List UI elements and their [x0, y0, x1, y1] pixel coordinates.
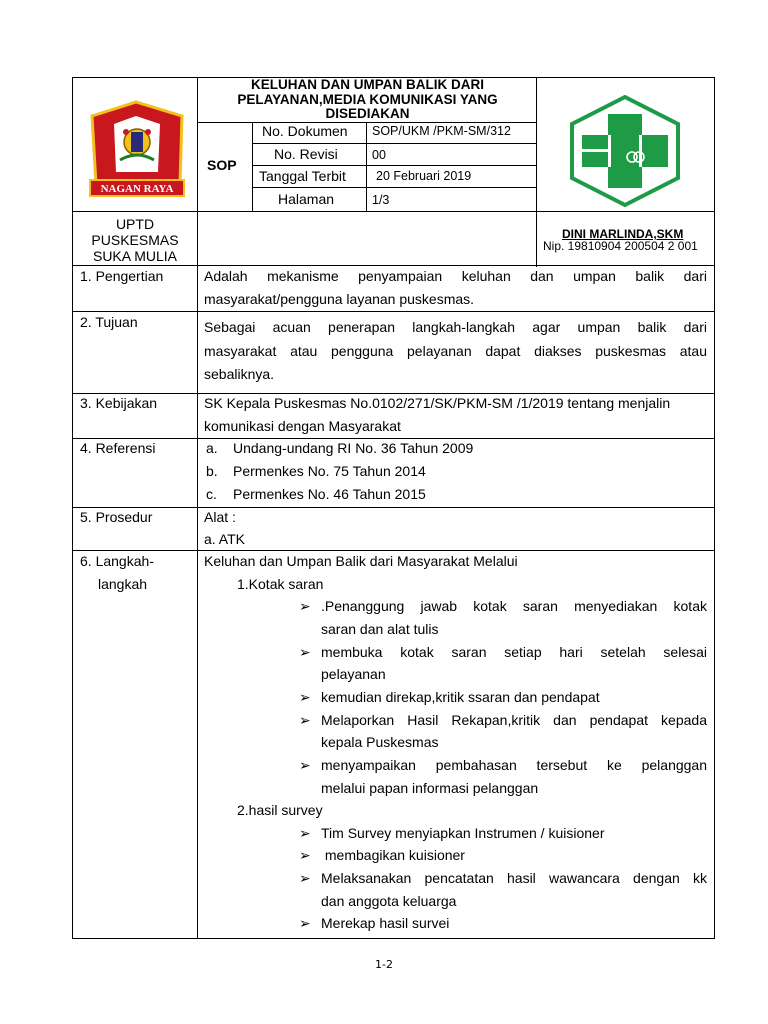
survey-step-2-line-1: membagikan kuisioner [321, 847, 465, 863]
section-label-referensi: 4. Referensi [80, 440, 156, 456]
sop-label: SOP [207, 157, 237, 173]
row-line-referensi [72, 507, 715, 508]
nagan-raya-emblem-icon [84, 98, 190, 200]
row-line-kebijakan [72, 438, 715, 439]
survey-step-1-line-1: Tim Survey menyiapkan Instrumen / kuisioner [321, 825, 605, 841]
field-label-no-revisi: No. Revisi [274, 146, 338, 162]
field-label-no-dokumen: No. Dokumen [262, 123, 348, 139]
referensi-item-a: Undang-undang RI No. 36 Tahun 2009 [233, 440, 474, 456]
section-label-prosedur: 5. Prosedur [80, 509, 153, 525]
survey-step-4-line-1: Merekap hasil survei [321, 915, 450, 931]
kebijakan-line-2: komunikasi dengan Masyarakat [204, 418, 401, 434]
field-label-halaman: Halaman [278, 191, 335, 207]
table-border-right [714, 77, 715, 939]
referensi-item-c: Permenkes No. 46 Tahun 2015 [233, 486, 426, 502]
kotak-saran-step-1-line-1: .Penanggung jawab kotak saran menyediakan kotak [321, 598, 707, 614]
table-border-left [72, 77, 73, 939]
kotak-saran-step-4-line-1: Melaporkan Hasil Rekapan,kritik dan pendapat kepada [321, 712, 707, 728]
langkah-intro: Keluhan dan Umpan Balik dari Masyarakat Melalui [204, 553, 518, 569]
title-line-3: DISEDIAKAN [325, 106, 410, 121]
row-line-tujuan [72, 393, 715, 394]
section-label-kebijakan: 3. Kebijakan [80, 395, 158, 411]
org-row-bottom-line [72, 265, 715, 266]
bullet-marker: ➢ [299, 825, 311, 841]
referensi-marker-b: b. [206, 463, 218, 479]
field-value-tanggal-terbit: 20 Februari 2019 [376, 169, 472, 183]
kotak-saran-step-3-line-1: kemudian direkap,kritik ssaran dan pendapat [321, 689, 600, 705]
pengertian-line-1: Adalah mekanisme penyampaian keluhan dan umpan balik dari [204, 268, 707, 284]
field-row-line-1 [252, 143, 536, 144]
field-value-halaman: 1/3 [372, 193, 390, 207]
header-bottom-line [72, 211, 715, 212]
survey-step-3-line-1: Melaksanakan pencatatan hasil wawancara dengan kk [321, 870, 707, 886]
section-label-tujuan: 2. Tujuan [80, 314, 138, 330]
label-value-divider [366, 122, 367, 211]
section-label-langkah-2: langkah [98, 576, 148, 592]
puskesmas-logo [566, 95, 684, 207]
bullet-marker: ➢ [299, 870, 311, 886]
kotak-saran-step-5-line-1: menyampaikan pembahasan tersebut ke pelanggan [321, 757, 707, 773]
title-line-1: KELUHAN DAN UMPAN BALIK DARI [251, 77, 484, 92]
tujuan-line-2: masyarakat atau pengguna pelayanan dapat diakses puskesmas atau [204, 343, 707, 359]
table-border-bottom [72, 938, 715, 939]
bullet-marker: ➢ [299, 689, 311, 705]
kotak-saran-step-2-line-1: membuka kotak saran setiap hari setelah selesai [321, 644, 707, 660]
organization-name [73, 216, 197, 264]
bullet-marker: ➢ [299, 757, 311, 773]
bullet-marker: ➢ [299, 598, 311, 614]
signer-nip: Nip. 19810904 200504 2 001 [543, 239, 698, 253]
prosedur-line-1: Alat : [204, 509, 236, 525]
bullet-marker: ➢ [299, 644, 311, 660]
field-row-line-2 [252, 165, 536, 166]
survey-step-3-line-2: dan anggota keluarga [321, 893, 457, 909]
org-line-3: SUKA MULIA [92, 248, 178, 264]
prosedur-line-2: a. ATK [204, 531, 245, 547]
puskesmas-cross-icon [566, 95, 684, 207]
header-right-divider [536, 77, 537, 267]
bullet-marker: ➢ [299, 712, 311, 728]
kotak-saran-step-2-line-2: pelayanan [321, 666, 386, 682]
section-label-pengertian: 1. Pengertian [80, 268, 164, 284]
column-divider [197, 77, 198, 939]
row-line-pengertian [72, 311, 715, 312]
kotak-saran-step-5-line-2: melalui papan informasi pelanggan [321, 780, 539, 796]
field-label-tanggal-terbit: Tanggal Terbit [259, 168, 346, 184]
sop-divider [252, 122, 253, 211]
field-row-line-3 [252, 187, 536, 188]
org-line-2: PUSKESMAS [91, 232, 179, 248]
field-value-no-dokumen: SOP/UKM /PKM-SM/312 [372, 124, 511, 138]
tujuan-line-3: sebaliknya. [204, 366, 275, 382]
org-line-1: UPTD [115, 216, 155, 232]
bullet-marker: ➢ [299, 847, 311, 863]
referensi-marker-c: c. [206, 486, 217, 502]
row-line-prosedur [72, 550, 715, 551]
kotak-saran-step-4-line-2: kepala Puskesmas [321, 734, 439, 750]
pengertian-line-2: masyarakat/pengguna layanan puskesmas. [204, 291, 475, 307]
page-number: 1-2 [375, 958, 393, 971]
referensi-item-b: Permenkes No. 75 Tahun 2014 [233, 463, 426, 479]
tujuan-line-1: Sebagai acuan penerapan langkah-langkah agar umpan balik dari [204, 319, 707, 335]
nagan-raya-logo [84, 98, 190, 200]
kotak-saran-step-1-line-2: saran dan alat tulis [321, 621, 439, 637]
section-label-langkah-1: 6. Langkah- [80, 553, 154, 569]
referensi-marker-a: a. [206, 440, 218, 456]
logo-text: NAGAN RAYA [100, 183, 174, 195]
title-line-2: PELAYANAN,MEDIA KOMUNIKASI YANG [237, 91, 498, 107]
signer-name: DINI MARLINDA,SKM [562, 227, 684, 241]
field-value-no-revisi: 00 [372, 148, 386, 162]
langkah-sub-hasil-survey: 2.hasil survey [237, 802, 323, 818]
langkah-sub-kotak-saran: 1.Kotak saran [237, 576, 324, 592]
bullet-marker: ➢ [299, 915, 311, 931]
kebijakan-line-1: SK Kepala Puskesmas No.0102/271/SK/PKM-SM /1/2019 tentang menjalin [204, 395, 671, 411]
document-title [199, 78, 536, 122]
